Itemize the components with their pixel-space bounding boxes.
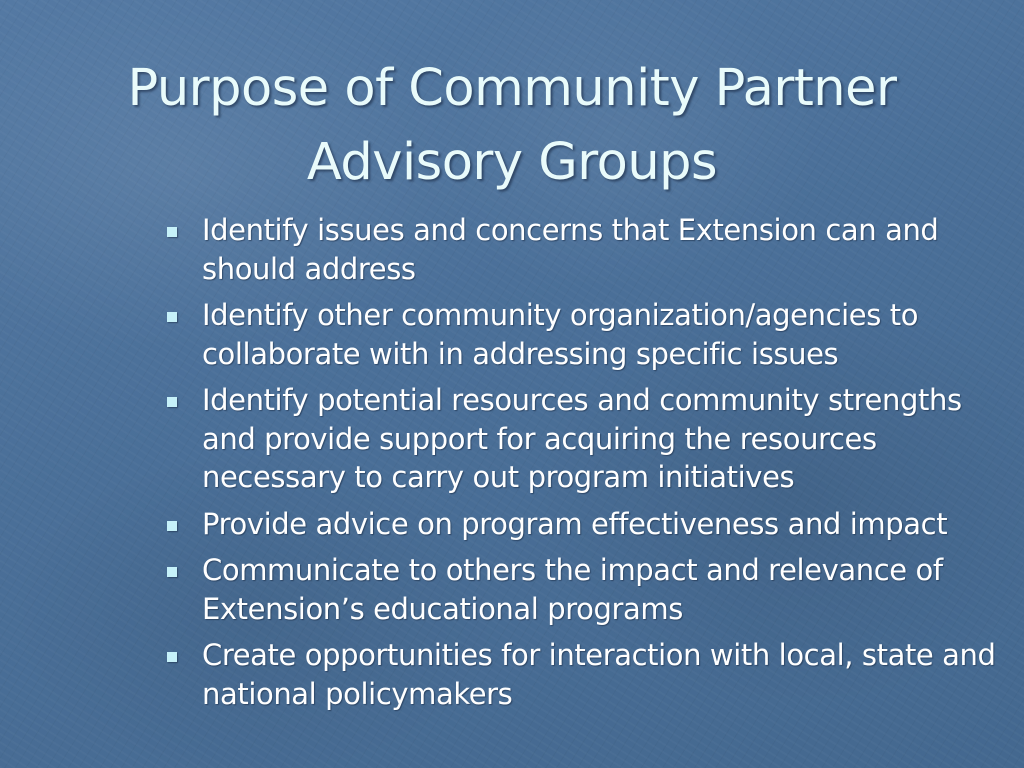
bullet-text: Identify issues and concerns that Extension can and should address — [202, 213, 939, 286]
square-bullet-icon — [167, 567, 177, 577]
slide-title-line-1: Purpose of Community Partner — [127, 59, 897, 118]
slide-title — [40, 52, 984, 200]
bullet-text: Create opportunities for interaction with local, state and national policymakers — [202, 638, 996, 711]
square-bullet-icon — [167, 521, 177, 531]
bullet-text: Provide advice on program effectiveness and impact — [202, 506, 948, 541]
slide-title-line-2: Advisory Groups — [306, 133, 718, 192]
bullet-item — [164, 551, 1004, 628]
bullet-item — [164, 505, 1004, 544]
bullet-item — [164, 381, 1004, 497]
square-bullet-icon — [167, 397, 177, 407]
square-bullet-icon — [167, 312, 177, 322]
bullet-list — [164, 211, 1004, 721]
bullet-text: Communicate to others the impact and relevance of Extension’s educational programs — [202, 553, 943, 626]
square-bullet-icon — [167, 227, 177, 237]
bullet-text: Identify other community organization/agencies to collaborate with in addressing specific issues — [202, 298, 919, 371]
bullet-item — [164, 211, 1004, 288]
bullet-item — [164, 636, 1004, 713]
bullet-item — [164, 296, 1004, 373]
square-bullet-icon — [167, 652, 177, 662]
bullet-text: Identify potential resources and community strengths and provide support for acquiring the resources necessary to carry out program initiatives — [202, 383, 962, 494]
